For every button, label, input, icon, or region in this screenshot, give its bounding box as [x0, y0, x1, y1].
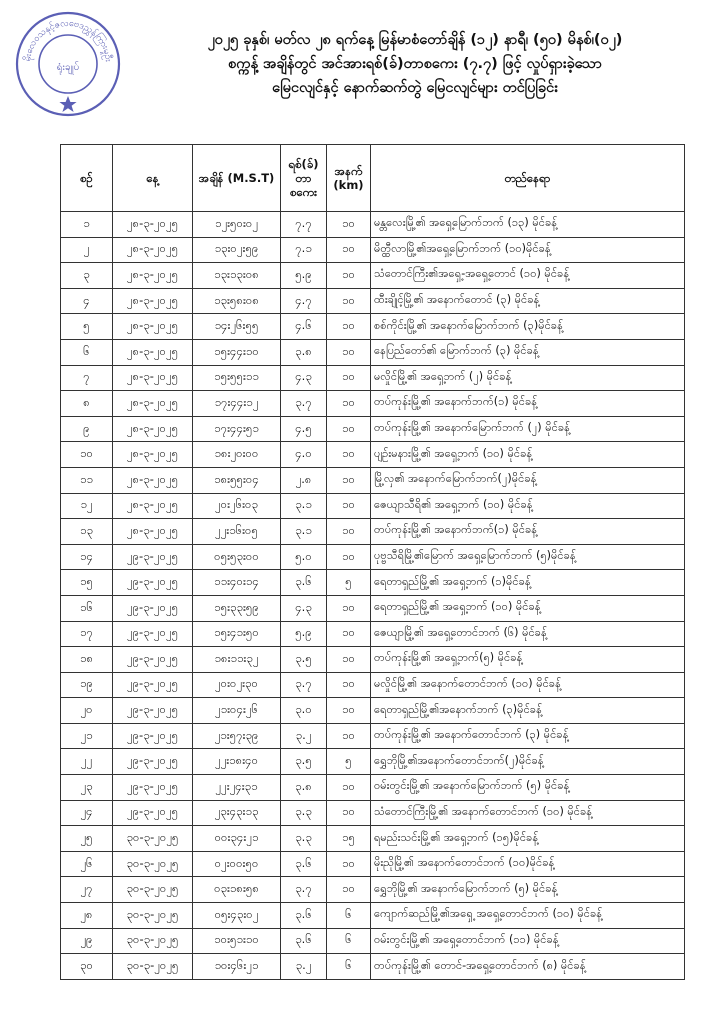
cell-magnitude: ၃.၅: [281, 647, 327, 673]
cell-depth: ၁၀: [327, 237, 371, 263]
cell-no: ၃၀: [61, 954, 113, 980]
cell-date: ၂၈-၃-၂၀၂၅: [113, 237, 193, 263]
cell-depth: ၁၀: [327, 647, 371, 673]
table-row: [61, 723, 685, 749]
cell-magnitude: ၇.၇: [281, 212, 327, 238]
cell-no: ၂၈: [61, 903, 113, 929]
cell-depth: ၁၀: [327, 263, 371, 289]
cell-magnitude: ၃.၁: [281, 519, 327, 545]
cell-depth: ၁၀: [327, 467, 371, 493]
cell-time: ၁၃း၅၈း၀၈: [193, 288, 281, 314]
cell-time: ၁၅း၅၅း၁၁: [193, 365, 281, 391]
cell-no: ၁: [61, 212, 113, 238]
cell-location: ရေတာရှည်မြို့၏ အရှေ့ဘက် (၁)မိုင်ခန့်: [371, 570, 685, 596]
cell-no: ၁၉: [61, 672, 113, 698]
header-depth: အနက် (km): [327, 145, 371, 212]
cell-magnitude: ၃.၃: [281, 800, 327, 826]
cell-magnitude: ၃.၀: [281, 698, 327, 724]
cell-location: ရမည်းသင်းမြို့၏ အရှေ့ဘက် (၁၅)မိုင်ခန့်: [371, 826, 685, 852]
cell-depth: ၁၀: [327, 775, 371, 801]
cell-date: ၃၀-၃-၂၀၂၅: [113, 903, 193, 929]
cell-magnitude: ၄.၀: [281, 442, 327, 468]
cell-no: ၂၁: [61, 723, 113, 749]
table-row: [61, 851, 685, 877]
cell-magnitude: ၄.၇: [281, 288, 327, 314]
cell-no: ၁၅: [61, 570, 113, 596]
cell-location: မိုးညိုမြို့၏ အနောက်တောင်ဘက် (၁၀)မိုင်ခန့်: [371, 851, 685, 877]
cell-time: ၁၈း၁၁း၃၂: [193, 647, 281, 673]
cell-magnitude: ၃.၆: [281, 851, 327, 877]
cell-no: ၁၈: [61, 647, 113, 673]
cell-date: ၂၈-၃-၂၀၂၅: [113, 212, 193, 238]
earthquake-table: [60, 144, 685, 980]
cell-time: ၁၃း၁၃း၀၈: [193, 263, 281, 289]
table-row: [61, 519, 685, 545]
cell-date: ၂၈-၃-၂၀၂၅: [113, 493, 193, 519]
cell-magnitude: ၇.၁: [281, 237, 327, 263]
cell-time: ၁၀း၅၁း၁၀: [193, 928, 281, 954]
header-line-1: ၂၀၂၅ ခုနှစ်၊ မတ်လ ၂၈ ရက်နေ့ မြန်မာစံတော်ချိန် (၁၂) နာရီ၊ (၅၀) မိနစ်၊(၀၂): [207, 32, 623, 48]
cell-magnitude: ၄.၅: [281, 416, 327, 442]
cell-depth: ၁၀: [327, 391, 371, 417]
cell-magnitude: ၃.၆: [281, 903, 327, 929]
cell-magnitude: ၂.၈: [281, 467, 327, 493]
table-row: [61, 442, 685, 468]
cell-magnitude: ၄.၆: [281, 314, 327, 340]
table-row: [61, 416, 685, 442]
cell-depth: ၁၀: [327, 365, 371, 391]
cell-date: ၂၉-၃-၂၀၂၅: [113, 544, 193, 570]
cell-magnitude: ၃.၇: [281, 391, 327, 417]
table-row: [61, 928, 685, 954]
cell-date: ၂၈-၃-၂၀၂၅: [113, 314, 193, 340]
header-time: အချိန် (M.S.T): [193, 145, 281, 212]
cell-date: ၃၀-၃-၂၀၂၅: [113, 954, 193, 980]
cell-location: ကျောက်ဆည်မြို့၏အရှေ့ အရှေ့တောင်ဘက် (၁၀) မိုင်ခန့်: [371, 903, 685, 929]
table-row: [61, 877, 685, 903]
cell-no: ၉: [61, 416, 113, 442]
cell-location: ပုဗ္ဗသီရိမြို့၏မြောက် အရှေ့မြောက်ဘက် (၅)မိုင်ခန့်: [371, 544, 685, 570]
cell-location: မန္တလေးမြို့၏ အရှေ့မြောက်ဘက် (၁၃) မိုင်ခန့်: [371, 212, 685, 238]
cell-time: ၁၀း၄၆း၂၁: [193, 954, 281, 980]
cell-date: ၂၉-၃-၂၀၂၅: [113, 749, 193, 775]
cell-magnitude: ၃.၂: [281, 723, 327, 749]
table-row: [61, 544, 685, 570]
cell-location: ဇေယျာသီရိ၏ အရှေ့ဘက် (၁၀) မိုင်ခန့်: [371, 493, 685, 519]
cell-depth: ၁၀: [327, 672, 371, 698]
cell-magnitude: ၃.၈: [281, 339, 327, 365]
cell-no: ၇: [61, 365, 113, 391]
cell-location: မိတ္ထီလာမြို့၏အရှေ့မြောက်ဘက် (၁၀)မိုင်ခန့်: [371, 237, 685, 263]
cell-no: ၂: [61, 237, 113, 263]
cell-time: ၂၂း၁၆း၀၅: [193, 519, 281, 545]
cell-date: ၂၈-၃-၂၀၂၅: [113, 339, 193, 365]
cell-time: ၁၅း၃၃း၅၉: [193, 595, 281, 621]
cell-depth: ၁၀: [327, 442, 371, 468]
cell-date: ၃၀-၃-၂၀၂၅: [113, 826, 193, 852]
cell-time: ၁၁း၄၀း၁၄: [193, 570, 281, 596]
cell-date: ၂၈-၃-၂၀၂၅: [113, 365, 193, 391]
cell-depth: ၁၅: [327, 826, 371, 852]
cell-time: ၁၃း၀၂း၅၉: [193, 237, 281, 263]
cell-location: တပ်ကုန်းမြို့၏ အနောက်ဘက်(၁) မိုင်ခန့်: [371, 391, 685, 417]
cell-location: ရွှေဘိုမြို့၏အနောက်တောင်ဘက်(၂)မိုင်ခန့်: [371, 749, 685, 775]
cell-time: ၀၅း၄၃း၀၂: [193, 903, 281, 929]
cell-date: ၃၀-၃-၂၀၂၅: [113, 928, 193, 954]
table-row: [61, 826, 685, 852]
cell-no: ၁၄: [61, 544, 113, 570]
cell-magnitude: ၃.၇: [281, 672, 327, 698]
cell-depth: ၁၀: [327, 519, 371, 545]
cell-location: ရေတာရှည်မြို့၏အနောက်ဘက် (၃)မိုင်ခန့်: [371, 698, 685, 724]
cell-depth: ၁၀: [327, 698, 371, 724]
table-header-row: [61, 145, 685, 212]
cell-date: ၂၉-၃-၂၀၂၅: [113, 723, 193, 749]
cell-depth: ၁၀: [327, 314, 371, 340]
cell-time: ၁၂း၅၀း၀၂: [193, 212, 281, 238]
cell-time: ၂၂း၂၄း၃၁: [193, 775, 281, 801]
cell-no: ၆: [61, 339, 113, 365]
header-date: နေ့: [113, 145, 193, 212]
cell-date: ၃၀-၃-၂၀၂၅: [113, 851, 193, 877]
cell-magnitude: ၃.၈: [281, 775, 327, 801]
cell-time: ၁၅း၄၁း၅၀: [193, 621, 281, 647]
cell-no: ၈: [61, 391, 113, 417]
cell-date: ၂၈-၃-၂၀၂၅: [113, 263, 193, 289]
table-row: [61, 314, 685, 340]
cell-date: ၂၈-၃-၂၀၂၅: [113, 416, 193, 442]
cell-no: ၁၁: [61, 467, 113, 493]
table-row: [61, 621, 685, 647]
cell-date: ၂၈-၃-၂၀၂၅: [113, 288, 193, 314]
cell-location: တပ်ကုန်းမြို့၏ တောင်-အရှေ့တောင်ဘက် (၈) မိုင်ခန့်: [371, 954, 685, 980]
cell-location: မလှိုင်မြို့၏ အရှေ့ဘက် (၂) မိုင်ခန့်: [371, 365, 685, 391]
cell-no: ၅: [61, 314, 113, 340]
cell-no: ၁၂: [61, 493, 113, 519]
cell-location: ဝမ်းတွင်းမြို့၏ အရှေ့တောင်ဘက် (၁၁) မိုင်ခန့်: [371, 928, 685, 954]
cell-location: မလှိုင်မြို့၏ အနောက်တောင်ဘက် (၁၀) မိုင်ခန့်: [371, 672, 685, 698]
table-row: [61, 775, 685, 801]
cell-date: ၂၉-၃-၂၀၂၅: [113, 647, 193, 673]
cell-date: ၂၉-၃-၂၀၂၅: [113, 621, 193, 647]
cell-time: ၂၁း၀၄း၂၆: [193, 698, 281, 724]
cell-no: ၂၃: [61, 775, 113, 801]
table-row: [61, 263, 685, 289]
cell-no: ၁၃: [61, 519, 113, 545]
cell-location: ဝမ်းတွင်းမြို့၏ အနောက်မြောက်ဘက် (၅) မိုင်ခန့်: [371, 775, 685, 801]
cell-no: ၁၀: [61, 442, 113, 468]
cell-time: ၁၈း၅၅း၀၄: [193, 467, 281, 493]
cell-location: ဇေယျာမြို့၏ အရှေ့တောင်ဘက် (၆) မိုင်ခန့်: [371, 621, 685, 647]
cell-time: ၁၅း၄၄း၁၀: [193, 339, 281, 365]
cell-no: ၂၄: [61, 800, 113, 826]
cell-time: ၂၁း၅၇း၃၉: [193, 723, 281, 749]
cell-date: ၂၉-၃-၂၀၂၅: [113, 570, 193, 596]
cell-depth: ၁၀: [327, 851, 371, 877]
cell-depth: ၅: [327, 749, 371, 775]
cell-no: ၂၇: [61, 877, 113, 903]
cell-depth: ၁၀: [327, 212, 371, 238]
cell-depth: ၁၀: [327, 288, 371, 314]
cell-location: နေပြည်တော်၏ မြောက်ဘက် (၃) မိုင်ခန့်: [371, 339, 685, 365]
header-no: စဉ်: [61, 145, 113, 212]
cell-magnitude: ၅.၉: [281, 263, 327, 289]
header-line-3: မြေငလျင်နှင့် နောက်ဆက်တွဲ မြေငလျင်များ တင်ပြခြင်း: [272, 80, 558, 96]
cell-no: ၂၆: [61, 851, 113, 877]
cell-date: ၂၈-၃-၂၀၂၅: [113, 442, 193, 468]
table-row: [61, 493, 685, 519]
cell-time: ၂၃း၄၃း၁၃: [193, 800, 281, 826]
cell-location: ပျဉ်းမနားမြို့၏ အရှေ့ဘက် (၁၀) မိုင်ခန့်: [371, 442, 685, 468]
cell-magnitude: ၅.၉: [281, 621, 327, 647]
header-line-2: စက္ကန့် အချိန်တွင် အင်အားရစ်(ခ်)တာစကေး (၇.၇) ဖြင့် လှုပ်ရှားခဲ့သော: [228, 56, 602, 72]
cell-depth: ၁၀: [327, 877, 371, 903]
cell-time: ၂၀း၀၂း၃၀: [193, 672, 281, 698]
table-row: [61, 672, 685, 698]
cell-date: ၂၉-၃-၂၀၂၅: [113, 672, 193, 698]
table-row: [61, 698, 685, 724]
svg-text:ရုံးချုပ်: ရုံးချုပ်: [56, 62, 80, 73]
cell-depth: ၁၀: [327, 493, 371, 519]
table-row: [61, 800, 685, 826]
table-row: [61, 339, 685, 365]
cell-no: ၂၉: [61, 928, 113, 954]
cell-location: ရွှေဘိုမြို့၏ အနောက်မြောက်ဘက် (၅) မိုင်ခန့်: [371, 877, 685, 903]
cell-location: မြို့လှ၏ အနောက်မြောက်ဘက်(၂)မိုင်ခန့်: [371, 467, 685, 493]
cell-no: ၂၅: [61, 826, 113, 852]
cell-time: ၂၂း၁၈း၄၀: [193, 749, 281, 775]
cell-magnitude: ၅.၀: [281, 544, 327, 570]
document-header: [120, 28, 710, 100]
table-row: [61, 954, 685, 980]
cell-no: ၁၇: [61, 621, 113, 647]
cell-location: တပ်ကုန်းမြို့၏ အနောက်ဘက်(၁) မိုင်ခန့်: [371, 519, 685, 545]
cell-no: ၂၂: [61, 749, 113, 775]
cell-no: ၁၆: [61, 595, 113, 621]
cell-time: ၁၈း၂၀း၀၀: [193, 442, 281, 468]
cell-time: ၀၀း၃၄း၂၁: [193, 826, 281, 852]
cell-date: ၃၀-၃-၂၀၂၅: [113, 877, 193, 903]
cell-location: စစ်ကိုင်းမြို့၏ အနောက်မြောက်ဘက် (၃)မိုင်ခန့်: [371, 314, 685, 340]
cell-no: ၄: [61, 288, 113, 314]
cell-depth: ၁၀: [327, 544, 371, 570]
cell-magnitude: ၃.၁: [281, 493, 327, 519]
table-row: [61, 903, 685, 929]
cell-location: သံတောင်ကြီး၏အရှေ့-အရှေ့တောင် (၁၀) မိုင်ခန့်: [371, 263, 685, 289]
header-magnitude: ရစ်(ခ်) တာ စကေး: [281, 145, 327, 212]
cell-magnitude: ၄.၃: [281, 365, 327, 391]
cell-magnitude: ၃.၂: [281, 954, 327, 980]
cell-date: ၂၈-၃-၂၀၂၅: [113, 391, 193, 417]
cell-date: ၂၈-၃-၂၀၂၅: [113, 467, 193, 493]
cell-depth: ၁၀: [327, 595, 371, 621]
cell-depth: ၁၀: [327, 339, 371, 365]
seal-emblem: [14, 10, 122, 118]
table-row: [61, 391, 685, 417]
cell-depth: ၆: [327, 928, 371, 954]
cell-location: တပ်ကုန်းမြို့၏ အနောက်မြောက်ဘက် (၂) မိုင်ခန့်: [371, 416, 685, 442]
cell-location: တပ်ကုန်းမြို့၏ အနောက်တောင်ဘက် (၃) မိုင်ခန့်: [371, 723, 685, 749]
cell-time: ၁၄း၂၆း၅၅: [193, 314, 281, 340]
table-row: [61, 570, 685, 596]
cell-depth: ၆: [327, 954, 371, 980]
cell-depth: ၁၀: [327, 723, 371, 749]
cell-time: ၀၃း၁၈း၅၈: [193, 877, 281, 903]
cell-magnitude: ၃.၆: [281, 928, 327, 954]
cell-time: ၀၅း၅၃း၀၀: [193, 544, 281, 570]
cell-location: ထီးချိုင့်မြို့၏ အနောက်တောင် (၃) မိုင်ခန့်: [371, 288, 685, 314]
cell-depth: ၆: [327, 903, 371, 929]
cell-no: ၃: [61, 263, 113, 289]
department-seal: [14, 10, 122, 118]
cell-date: ၂၉-၃-၂၀၂၅: [113, 800, 193, 826]
cell-time: ၀၂း၀၀း၅၀: [193, 851, 281, 877]
cell-depth: ၁၀: [327, 800, 371, 826]
cell-time: ၁၇း၄၄း၅၁: [193, 416, 281, 442]
cell-magnitude: ၃.၇: [281, 877, 327, 903]
cell-magnitude: ၃.၅: [281, 749, 327, 775]
table-row: [61, 647, 685, 673]
cell-time: ၁၇း၄၄း၁၂: [193, 391, 281, 417]
cell-depth: ၅: [327, 570, 371, 596]
table-row: [61, 212, 685, 238]
table-row: [61, 467, 685, 493]
table-row: [61, 749, 685, 775]
cell-magnitude: ၃.၃: [281, 826, 327, 852]
cell-date: ၂၈-၃-၂၀၂၅: [113, 519, 193, 545]
svg-text:မိုးလေဝသနှင့်ဇလဗေဒညွှန်ကြားမှု: မိုးလေဝသနှင့်ဇလဗေဒညွှန်ကြားမှုဦးစီးဌာန: [22, 18, 114, 63]
cell-date: ၂၉-၃-၂၀၂၅: [113, 775, 193, 801]
header-location: တည်နေရာ: [371, 145, 685, 212]
table-row: [61, 595, 685, 621]
cell-magnitude: ၃.၆: [281, 570, 327, 596]
cell-time: ၂၀း၂၆း၀၃: [193, 493, 281, 519]
table-body: [61, 212, 685, 980]
cell-location: သံတောင်ကြီးမြို့၏ အနောက်တောင်ဘက် (၁၀) မိုင်ခန့်: [371, 800, 685, 826]
cell-magnitude: ၄.၃: [281, 595, 327, 621]
cell-location: တပ်ကုန်းမြို့၏ အရှေ့ဘက်(၅) မိုင်ခန့်: [371, 647, 685, 673]
cell-date: ၂၉-၃-၂၀၂၅: [113, 698, 193, 724]
cell-date: ၂၉-၃-၂၀၂၅: [113, 595, 193, 621]
table-row: [61, 365, 685, 391]
cell-depth: ၁၀: [327, 621, 371, 647]
cell-depth: ၁၀: [327, 416, 371, 442]
cell-location: ရေတာရှည်မြို့၏ အရှေ့ဘက် (၁၀) မိုင်ခန့်: [371, 595, 685, 621]
cell-no: ၂၀: [61, 698, 113, 724]
table-row: [61, 288, 685, 314]
table-row: [61, 237, 685, 263]
